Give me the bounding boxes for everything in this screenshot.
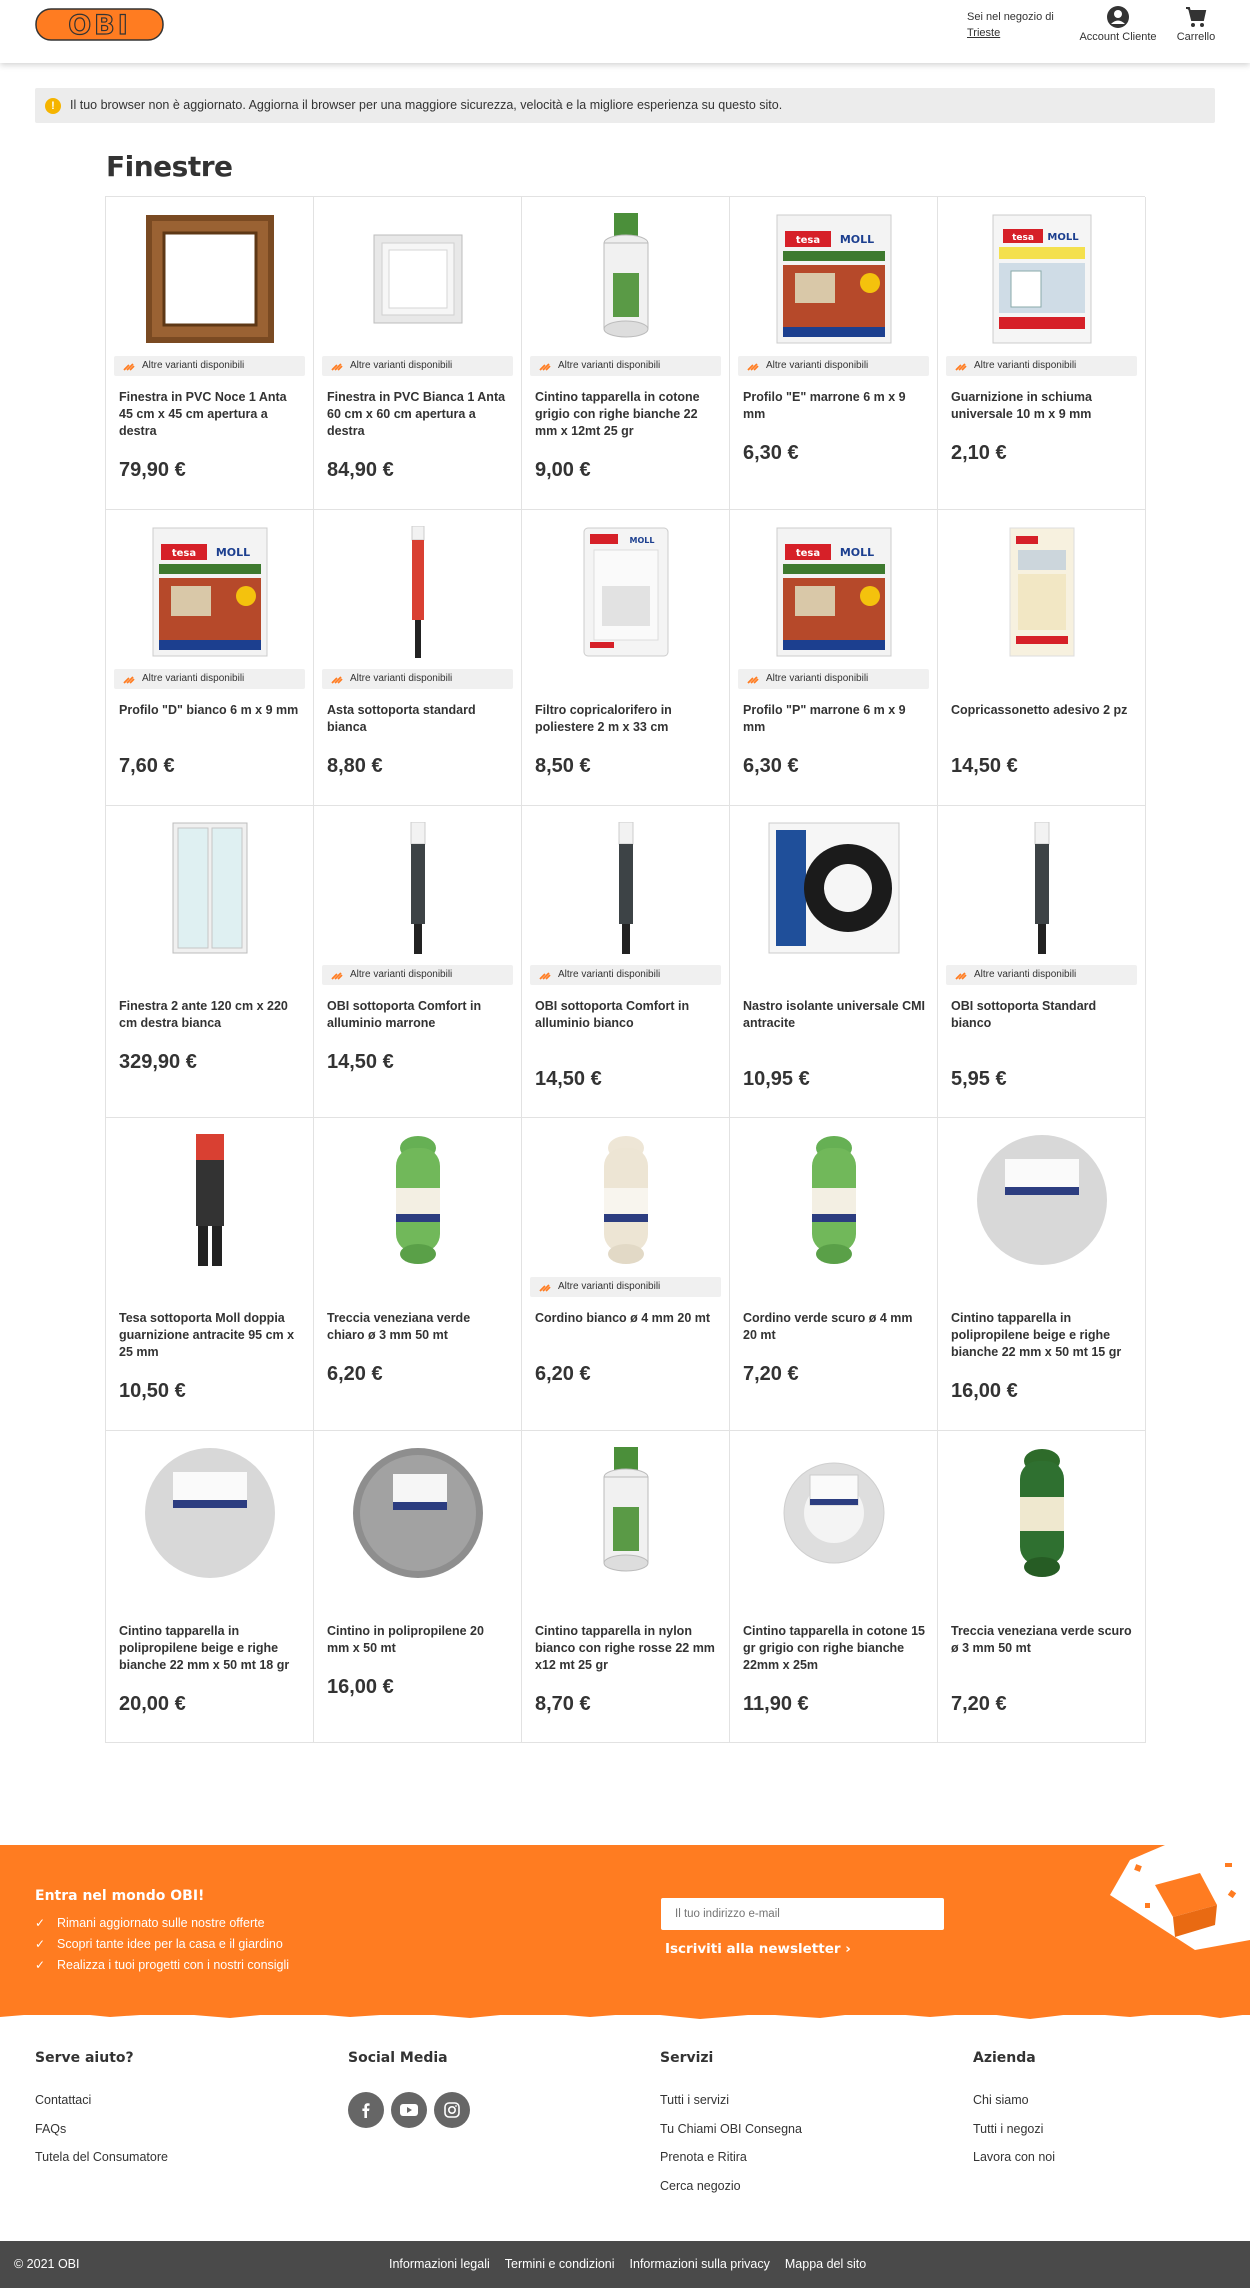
- account-label: Account Cliente: [1079, 31, 1157, 43]
- product-name[interactable]: Guarnizione in schiuma universale 10 m x 9 mm: [951, 390, 1092, 421]
- cart-label: Carrello: [1176, 31, 1216, 43]
- product-card[interactable]: [730, 806, 938, 1119]
- product-card[interactable]: [522, 510, 730, 806]
- svg-text:tesa: tesa: [795, 235, 820, 246]
- benefit-item: ✓ Rimani aggiornato sulle nostre offerte: [35, 1913, 289, 1934]
- product-name[interactable]: OBI sottoporta Standard bianco: [951, 998, 1097, 1030]
- variants-badge: [738, 356, 929, 376]
- product-name[interactable]: Profilo "D" bianco 6 m x 9 mm: [119, 702, 299, 717]
- product-image[interactable]: [314, 211, 521, 347]
- product-image[interactable]: [314, 1445, 521, 1581]
- product-card[interactable]: [106, 1431, 314, 1744]
- product-card[interactable]: [106, 510, 314, 806]
- product-image[interactable]: [106, 524, 313, 660]
- variants-badge: [114, 669, 305, 689]
- product-card[interactable]: [730, 197, 938, 510]
- cart-icon: [1184, 5, 1208, 29]
- product-name[interactable]: Cintino tapparella in cotone 15 gr grigio con righe bianche 22mm x 25m: [743, 1623, 925, 1672]
- product-image[interactable]: [730, 1445, 937, 1581]
- notice-text: Il tuo browser non è aggiornato. Aggiorna il browser per una maggiore sicurezza, velocità e la migliore esperienza su questo sito.: [70, 98, 783, 112]
- product-card[interactable]: [938, 197, 1146, 510]
- variants-icon: [123, 674, 135, 684]
- product-card[interactable]: [938, 510, 1146, 806]
- product-image[interactable]: [938, 211, 1145, 347]
- product-price: 5,95 €: [951, 1067, 1007, 1090]
- newsletter-submit-link[interactable]: [665, 1941, 851, 1957]
- footer-services-title: Servizi: [660, 2050, 714, 2066]
- product-price: 7,20 €: [951, 1692, 1007, 1715]
- footer-company-column: [973, 2050, 1055, 2178]
- newsletter-benefits: [35, 1913, 289, 1976]
- variants-badge: [530, 356, 721, 376]
- variants-badge: [530, 965, 721, 985]
- benefit-item: ✓ Scopri tante idee per la casa e il giardino: [35, 1934, 289, 1955]
- site-header: [0, 0, 1250, 63]
- footer-link-services[interactable]: Tutti i servizi: [660, 2093, 729, 2107]
- variants-label: Altre varianti disponibili: [974, 968, 1077, 980]
- variants-badge: [738, 669, 929, 689]
- product-card[interactable]: [938, 1431, 1146, 1744]
- product-price: 7,20 €: [743, 1363, 799, 1386]
- variants-badge: [114, 356, 305, 376]
- warning-icon: !: [45, 98, 61, 114]
- product-image[interactable]: [106, 1132, 313, 1268]
- variants-icon: [539, 1282, 551, 1292]
- benefit-item: ✓ Realizza i tuoi progetti con i nostri consigli: [35, 1955, 289, 1976]
- product-card[interactable]: [522, 1118, 730, 1431]
- store-label: Sei nel negozio di: [967, 11, 1054, 23]
- bottom-bar: [0, 2241, 1250, 2288]
- product-price: 79,90 €: [119, 459, 186, 481]
- product-price: 9,00 €: [535, 459, 591, 481]
- product-name[interactable]: Cordino verde scuro ø 4 mm 20 mt: [743, 1311, 913, 1343]
- variants-label: Altre varianti disponibili: [142, 360, 245, 371]
- product-price: 16,00 €: [951, 1380, 1018, 1403]
- svg-text:MOLL: MOLL: [629, 535, 654, 545]
- footer-link-faqs[interactable]: FAQs: [35, 2121, 67, 2136]
- newsletter-illustration: [1105, 1845, 1250, 1955]
- chevron-right-icon: ›: [845, 1941, 851, 1957]
- footer-help-title: Serve aiuto?: [35, 2050, 134, 2066]
- legal-link-sitemap[interactable]: Mappa del sito: [784, 2257, 867, 2271]
- product-card[interactable]: [106, 197, 314, 510]
- youtube-icon[interactable]: [391, 2092, 427, 2128]
- product-name[interactable]: Profilo "P" marrone 6 m x 9 mm: [743, 702, 906, 734]
- variants-icon: [747, 361, 759, 371]
- cart-button[interactable]: [1172, 5, 1220, 43]
- product-image[interactable]: [106, 211, 313, 347]
- variants-icon: [539, 361, 551, 371]
- facebook-icon[interactable]: [348, 2092, 384, 2128]
- product-price: 2,10 €: [951, 442, 1007, 464]
- product-card[interactable]: [314, 806, 522, 1119]
- variants-badge: [946, 356, 1137, 376]
- product-price: 6,20 €: [327, 1363, 383, 1386]
- product-price: 7,60 €: [119, 754, 175, 777]
- product-image[interactable]: [314, 524, 521, 660]
- product-card[interactable]: [314, 197, 522, 510]
- product-card[interactable]: [730, 510, 938, 806]
- product-name[interactable]: Cintino tapparella in polipropilene beige e righe bianche 22 mm x 50 mt 18 gr: [119, 1623, 290, 1672]
- product-name[interactable]: Cintino tapparella in cotone grigio con righe bianche 22 mm x 12mt 25 gr: [535, 390, 700, 438]
- product-image[interactable]: [730, 1132, 937, 1268]
- product-grid: [105, 196, 1145, 1743]
- user-icon: [1106, 5, 1130, 29]
- variants-badge: [946, 965, 1137, 985]
- product-card[interactable]: [938, 806, 1146, 1119]
- product-name[interactable]: Finestra in PVC Bianca 1 Anta 60 cm x 60 cm apertura a destra: [327, 390, 506, 438]
- footer-link-about[interactable]: Chi siamo: [973, 2093, 1029, 2107]
- svg-text:MOLL: MOLL: [1046, 232, 1079, 243]
- product-name[interactable]: Asta sottoporta standard bianca: [327, 702, 476, 734]
- variants-icon: [331, 970, 343, 980]
- svg-text:tesa: tesa: [1011, 233, 1034, 243]
- variants-badge: [322, 356, 513, 376]
- footer-help-column: [35, 2050, 168, 2178]
- variants-label: Altre varianti disponibili: [558, 360, 661, 371]
- footer-company-title: Azienda: [973, 2050, 1036, 2066]
- svg-text:tesa: tesa: [795, 547, 820, 559]
- footer-link-store-finder[interactable]: Cerca negozio: [660, 2178, 741, 2193]
- product-card[interactable]: [106, 806, 314, 1119]
- product-image[interactable]: [106, 1445, 313, 1581]
- product-price: 10,95 €: [743, 1067, 810, 1090]
- product-name[interactable]: Treccia veneziana verde chiaro ø 3 mm 50 mt: [327, 1311, 471, 1343]
- newsletter-submit-label: Iscriviti alla newsletter: [665, 1941, 841, 1957]
- svg-text:MOLL: MOLL: [215, 545, 250, 559]
- product-card[interactable]: [522, 806, 730, 1119]
- variants-label: Altre varianti disponibili: [350, 360, 453, 371]
- variants-icon: [747, 674, 759, 684]
- product-price: 8,50 €: [535, 754, 591, 777]
- product-name[interactable]: Cintino tapparella in polipropilene beige e righe bianche 22 mm x 50 mt 15 gr: [951, 1311, 1122, 1360]
- product-image[interactable]: [106, 820, 313, 956]
- product-price: 6,30 €: [743, 754, 799, 777]
- store-name-link[interactable]: Trieste: [967, 27, 1001, 39]
- variants-icon: [955, 361, 967, 371]
- product-price: 84,90 €: [327, 459, 394, 481]
- variants-icon: [331, 361, 343, 371]
- product-card[interactable]: [730, 1431, 938, 1744]
- product-name[interactable]: OBI sottoporta Comfort in alluminio marrone: [327, 998, 482, 1030]
- product-name[interactable]: OBI sottoporta Comfort in alluminio bianco: [535, 998, 690, 1030]
- product-image[interactable]: [730, 211, 937, 347]
- footer-link-contact[interactable]: Contattaci: [35, 2093, 92, 2107]
- variants-badge: [322, 669, 513, 689]
- product-price: 20,00 €: [119, 1692, 186, 1715]
- product-image[interactable]: [938, 524, 1145, 660]
- product-price: 8,80 €: [327, 754, 383, 777]
- product-name[interactable]: Cordino bianco ø 4 mm 20 mt: [535, 1311, 711, 1326]
- browser-outdated-notice: [35, 88, 1215, 123]
- product-card[interactable]: [314, 1431, 522, 1744]
- product-price: 11,90 €: [743, 1692, 809, 1715]
- product-image[interactable]: [522, 1445, 729, 1581]
- variants-label: Altre varianti disponibili: [350, 968, 453, 980]
- product-name[interactable]: Nastro isolante universale CMI antracite: [743, 998, 926, 1030]
- svg-text:OBI: OBI: [68, 10, 131, 41]
- product-name[interactable]: Copricassonetto adesivo 2 pz: [951, 702, 1128, 717]
- product-card[interactable]: [730, 1118, 938, 1431]
- footer-link-stores[interactable]: Tutti i negozi: [973, 2121, 1044, 2136]
- product-image[interactable]: [314, 820, 521, 956]
- footer-link-click-collect[interactable]: Prenota e Ritira: [660, 2150, 747, 2164]
- product-card[interactable]: [314, 510, 522, 806]
- variants-label: Altre varianti disponibili: [558, 968, 661, 980]
- product-price: 14,50 €: [951, 754, 1018, 777]
- variants-icon: [539, 970, 551, 980]
- variants-label: Altre varianti disponibili: [350, 672, 453, 684]
- product-image[interactable]: [938, 820, 1145, 956]
- instagram-icon[interactable]: [434, 2092, 470, 2128]
- legal-link-privacy[interactable]: Informazioni sulla privacy: [629, 2257, 770, 2271]
- torn-paper-edge: [0, 2004, 1250, 2024]
- product-card[interactable]: [314, 1118, 522, 1431]
- product-name[interactable]: Cintino tapparella in nylon bianco con righe rosse 22 mm x12 mt 25 gr: [535, 1623, 715, 1672]
- svg-text:MOLL: MOLL: [839, 233, 874, 246]
- newsletter-title: Entra nel mondo OBI!: [35, 1888, 205, 1904]
- legal-link-imprint[interactable]: Informazioni legali: [389, 2257, 490, 2271]
- product-image[interactable]: [522, 820, 729, 956]
- store-selector[interactable]: [967, 9, 1054, 41]
- product-image[interactable]: [522, 524, 729, 660]
- product-name[interactable]: Profilo "E" marrone 6 m x 9 mm: [743, 390, 906, 421]
- product-price: 10,50 €: [119, 1380, 186, 1403]
- variants-label: Altre varianti disponibili: [766, 672, 869, 684]
- product-name[interactable]: Finestra 2 ante 120 cm x 220 cm destra bianca: [119, 998, 288, 1030]
- variants-badge: [322, 965, 513, 985]
- variants-label: Altre varianti disponibili: [974, 360, 1077, 371]
- page-title: Finestre: [106, 150, 233, 183]
- variants-label: Altre varianti disponibili: [142, 672, 245, 684]
- product-image[interactable]: [730, 820, 937, 956]
- variants-icon: [123, 361, 135, 371]
- product-price: 8,70 €: [535, 1692, 591, 1715]
- newsletter-section: [0, 1845, 1250, 2015]
- product-price: 14,50 €: [327, 1050, 394, 1073]
- product-image[interactable]: [522, 1132, 729, 1268]
- product-name[interactable]: Filtro copricalorifero in poliestere 2 m x 33 cm: [535, 702, 672, 734]
- variants-label: Altre varianti disponibili: [766, 360, 869, 371]
- footer-services-column: [660, 2050, 802, 2206]
- variants-label: Altre varianti disponibili: [558, 1281, 661, 1293]
- footer-link-delivery[interactable]: Tu Chiami OBI Consegna: [660, 2121, 802, 2136]
- product-image[interactable]: [522, 211, 729, 347]
- product-card[interactable]: [106, 1118, 314, 1431]
- newsletter-email-input[interactable]: [661, 1898, 944, 1930]
- product-name[interactable]: Finestra in PVC Noce 1 Anta 45 cm x 45 cm apertura a destra: [119, 390, 287, 438]
- product-price: 329,90 €: [119, 1050, 197, 1073]
- product-card[interactable]: [522, 197, 730, 510]
- variants-icon: [955, 970, 967, 980]
- product-image[interactable]: [314, 1132, 521, 1268]
- product-image[interactable]: [730, 524, 937, 660]
- svg-text:tesa: tesa: [171, 547, 196, 559]
- footer-social-title: Social Media: [348, 2050, 448, 2066]
- variants-badge: [530, 1277, 721, 1297]
- account-button[interactable]: [1078, 5, 1158, 43]
- copyright: © 2021 OBI: [14, 2257, 80, 2271]
- product-price: 16,00 €: [327, 1675, 394, 1698]
- footer-link-careers[interactable]: Lavora con noi: [973, 2150, 1056, 2164]
- svg-text:MOLL: MOLL: [839, 545, 874, 559]
- product-price: 14,50 €: [535, 1067, 602, 1090]
- product-name[interactable]: Tesa sottoporta Moll doppia guarnizione antracite 95 cm x 25 mm: [119, 1311, 295, 1360]
- product-name[interactable]: Treccia veneziana verde scuro ø 3 mm 50 mt: [951, 1623, 1132, 1655]
- product-price: 6,30 €: [743, 442, 799, 464]
- product-name[interactable]: Cintino in polipropilene 20 mm x 50 mt: [327, 1623, 484, 1655]
- legal-links: [389, 2257, 866, 2271]
- footer-social-column: [348, 2050, 470, 2128]
- footer-link-consumer[interactable]: Tutela del Consumatore: [35, 2150, 168, 2164]
- product-card[interactable]: [522, 1431, 730, 1744]
- product-price: 6,20 €: [535, 1363, 591, 1386]
- legal-link-terms[interactable]: Termini e condizioni: [504, 2257, 615, 2271]
- variants-icon: [331, 674, 343, 684]
- product-image[interactable]: [938, 1132, 1145, 1268]
- product-card[interactable]: [938, 1118, 1146, 1431]
- product-image[interactable]: [938, 1445, 1145, 1581]
- obi-logo[interactable]: [35, 8, 164, 41]
